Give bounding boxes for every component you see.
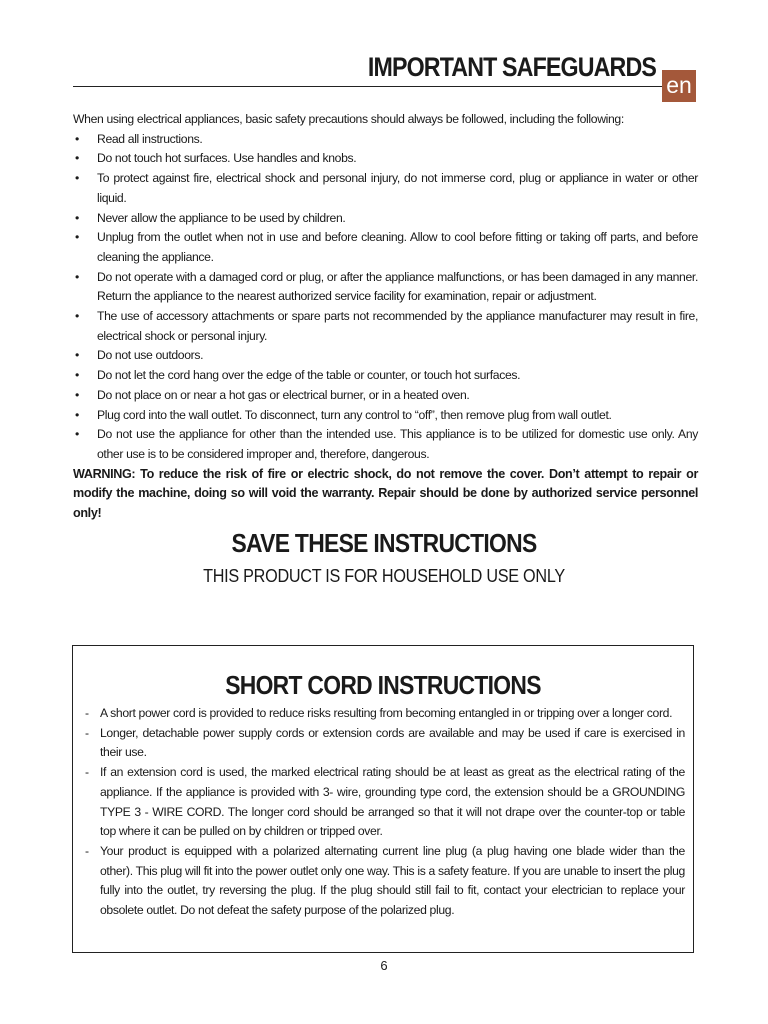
list-item: • The use of accessory attachments or spare parts not recommended by the appliance manufacturer may result in fire, electrical shock or personal injury. (73, 307, 698, 346)
list-item: • Do not use outdoors. (73, 346, 698, 366)
intro-text: When using electrical appliances, basic safety precautions should always be followed, including the following: (73, 112, 624, 126)
list-item: • To protect against fire, electrical shock and personal injury, do not immerse cord, plug or appliance in water or other liquid. (73, 169, 698, 208)
list-item: • Do not use the appliance for other than the intended use. This appliance is to be utilized for domestic use only. Any other use is to be considered improper and, therefore, dangerous. (73, 425, 698, 464)
list-item: • Do not place on or near a hot gas or electrical burner, or in a heated oven. (73, 386, 698, 406)
list-item: - If an extension cord is used, the marked electrical rating should be at least as great as the electrical rating of the appliance. If the appliance is provided with 3- wire, grounding type cord, the extension should be a GROUNDING TYPE 3 - WIRE CORD. The longer cord should be arranged so that it will not drape over the counter-top or table top where it can be pulled on by children or tripped over. (85, 763, 685, 842)
list-item: • Unplug from the outlet when not in use and before cleaning. Allow to cool before fitting or taking off parts, and before cleaning the appliance. (73, 228, 698, 267)
list-item: • Do not let the cord hang over the edge of the table or counter, or touch hot surfaces. (73, 366, 698, 386)
warning-text: WARNING: To reduce the risk of fire or electric shock, do not remove the cover. Don’t attempt to repair or modify the machine, doing so will void the warranty. Repair should be done by authorized service personnel only! (73, 466, 698, 521)
page-title: IMPORTANT SAFEGUARDS (367, 52, 656, 82)
list-item: • Never allow the appliance to be used by children. (73, 209, 698, 229)
list-item: • Read all instructions. (73, 130, 698, 150)
list-item: • Plug cord into the wall outlet. To disconnect, turn any control to “off”, then remove plug from wall outlet. (73, 406, 698, 426)
safeguards-list (73, 130, 698, 465)
list-item: - Longer, detachable power supply cords or extension cords are available and may be used if care is exercised in their use. (85, 724, 685, 763)
save-instructions-heading: SAVE THESE INSTRUCTIONS (231, 528, 537, 558)
safeguards-section (73, 110, 698, 524)
short-cord-box (72, 645, 694, 953)
household-notice: THIS PRODUCT IS FOR HOUSEHOLD USE ONLY (203, 566, 565, 586)
header-divider (73, 86, 663, 87)
short-cord-list (85, 704, 685, 921)
list-item: - Your product is equipped with a polarized alternating current line plug (a plug having one blade wider than the other). This plug will fit into the power outlet only one way. This is a safety feature. If you are unable to insert the plug fully into the outlet, try reversing the plug. If the plug should still fail to fit, contact your electrician to replace your obsolete outlet. Do not defeat the safety purpose of the polarized plug. (85, 842, 685, 921)
language-badge: en (662, 70, 696, 102)
page-number: 6 (380, 958, 388, 973)
list-item: • Do not touch hot surfaces. Use handles and knobs. (73, 149, 698, 169)
short-cord-heading: SHORT CORD INSTRUCTIONS (225, 670, 541, 700)
list-item: - A short power cord is provided to reduce risks resulting from becoming entangled in or tripping over a longer cord. (85, 704, 685, 724)
list-item: • Do not operate with a damaged cord or plug, or after the appliance malfunctions, or has been damaged in any manner. Return the appliance to the nearest authorized service facility for examination, repair or adjustment. (73, 268, 698, 307)
